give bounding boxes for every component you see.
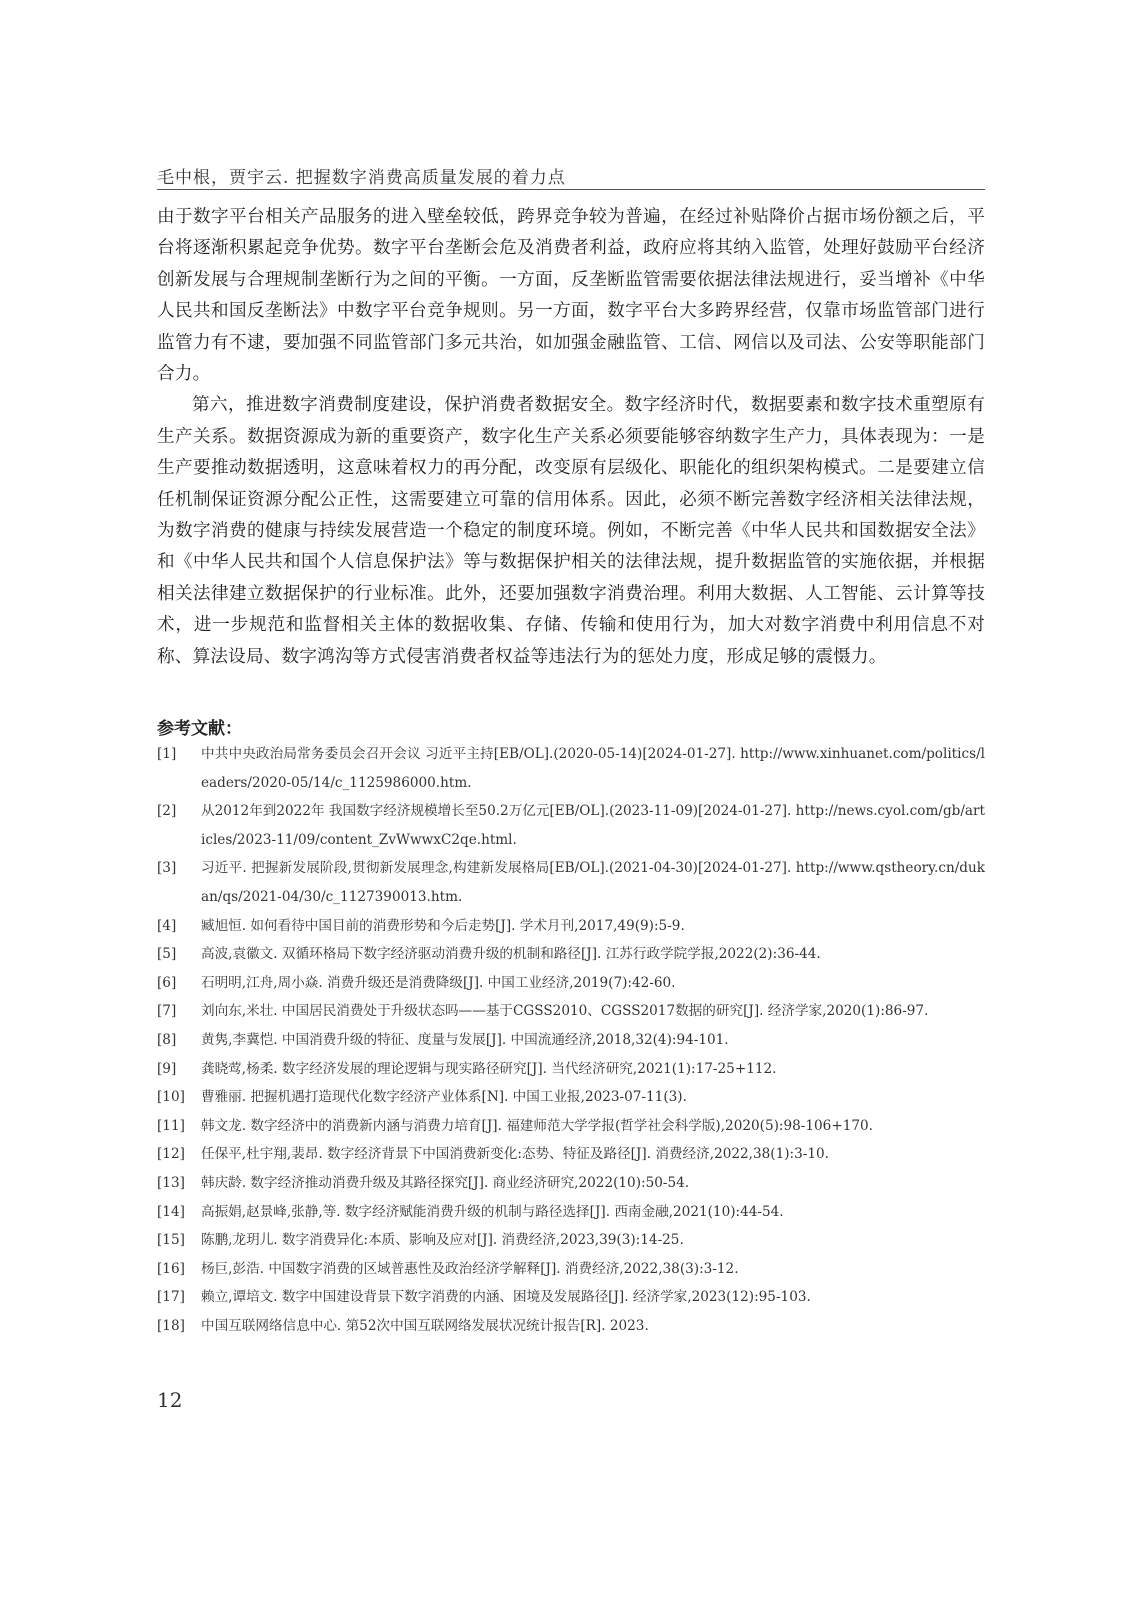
reference-item (157, 1055, 985, 1084)
reference-number: [12] (157, 1146, 185, 1163)
reference-text: 石明明,江舟,周小焱. 消费升级还是消费降级[J]. 中国工业经济,2019(7):42-60. (201, 974, 676, 991)
reference-number: [2] (157, 803, 177, 820)
reference-item (157, 1169, 985, 1198)
reference-item (157, 1112, 985, 1141)
reference-text: 任保平,杜宇翔,裴昂. 数字经济背景下中国消费新变化:态势、特征及路径[J]. 消费经济,2022,38(1):3-10. (201, 1146, 829, 1163)
reference-item (157, 1255, 985, 1284)
reference-item (157, 1140, 985, 1169)
reference-text: 高波,袁徽文. 双循环格局下数字经济驱动消费升级的机制和路径[J]. 江苏行政学院学报,2022(2):36-44. (201, 946, 821, 963)
reference-number: [10] (157, 1089, 185, 1106)
reference-item (157, 740, 985, 797)
reference-number: [1] (157, 746, 177, 762)
reference-number: [9] (157, 1060, 177, 1077)
reference-text: 陈鹏,龙玥儿. 数字消费异化:本质、影响及应对[J]. 消费经济,2023,39(3):14-25. (201, 1232, 684, 1249)
body-text (157, 202, 985, 673)
reference-number: [8] (157, 1031, 177, 1048)
reference-text: 高振娟,赵景峰,张静,等. 数字经济赋能消费升级的机制与路径选择[J]. 西南金融,2021(10):44-54. (201, 1203, 784, 1220)
reference-text: 中共中央政治局常务委员会召开会议 习近平主持[EB/OL].(2020-05-14)[2024-01-27]. http://www.xinhuanet.com/politics/leaders/2020-05/14/c_1125986000.htm. (201, 746, 985, 791)
running-head: 毛中根，贾宇云. 把握数字消费高质量发展的着力点 (157, 168, 566, 188)
reference-number: [11] (157, 1117, 185, 1134)
body-paragraph-2: 第六，推进数字消费制度建设，保护消费者数据安全。数字经济时代，数据要素和数字技术重塑原有生产关系。数据资源成为新的重要资产，数字化生产关系必须要能够容纳数字生产力，具体表现为：一是生产要推动数据透明，这意味着权力的再分配，改变原有层级化、职能化的组织架构模式。二是要建立信任机制保证资源分配公正性，这需要建立可靠的信用体系。因此，必须不断完善数字经济相关法律法规，为数字消费的健康与持续发展营造一个稳定的制度环境。例如，不断完善《中华人民共和国数据安全法》和《中华人民共和国个人信息保护法》等与数据保护相关的法律法规，提升数据监管的实施依据，并根据相关法律建立数据保护的行业标准。此外，还要加强数字消费治理。利用大数据、人工智能、云计算等技术，进一步规范和监督相关主体的数据收集、存储、传输和使用行为，加大对数字消费中利用信息不对称、算法设局、数字鸿沟等方式侵害消费者权益等违法行为的惩处力度，形成足够的震慑力。 (157, 395, 985, 667)
reference-number: [16] (157, 1260, 185, 1277)
reference-item (157, 1312, 985, 1341)
reference-item (157, 1198, 985, 1227)
reference-number: [3] (157, 860, 177, 877)
reference-text: 韩庆龄. 数字经济推动消费升级及其路径探究[J]. 商业经济研究,2022(10):50-54. (201, 1174, 690, 1191)
reference-number: [7] (157, 1003, 177, 1020)
reference-item (157, 1283, 985, 1312)
reference-number: [6] (157, 974, 177, 991)
reference-item (157, 1083, 985, 1112)
reference-text: 刘向东,米壮. 中国居民消费处于升级状态吗——基于CGSS2010、CGSS2017数据的研究[J]. 经济学家,2020(1):86-97. (201, 1003, 929, 1020)
reference-item (157, 912, 985, 941)
reference-item (157, 1226, 985, 1255)
reference-text: 从2012年到2022年 我国数字经济规模增长至50.2万亿元[EB/OL].(2023-11-09)[2024-01-27]. http://news.cyol.com/gb/articles/2023-11/09/content_ZvWwwxC2qe.html. (201, 803, 985, 848)
reference-item (157, 797, 985, 854)
reference-number: [5] (157, 946, 177, 963)
page-number: 12 (157, 1388, 183, 1412)
references-list (157, 740, 985, 1340)
reference-number: [14] (157, 1203, 185, 1220)
reference-text: 杨巨,彭浩. 中国数字消费的区域普惠性及政治经济学解释[J]. 消费经济,2022,38(3):3-12. (201, 1260, 739, 1277)
reference-text: 中国互联网络信息中心. 第52次中国互联网络发展状况统计报告[R]. 2023. (201, 1317, 649, 1334)
reference-text: 曹雅丽. 把握机遇打造现代化数字经济产业体系[N]. 中国工业报,2023-07-11(3). (201, 1089, 687, 1106)
reference-text: 赖立,谭培文. 数字中国建设背景下数字消费的内涵、困境及发展路径[J]. 经济学家,2023(12):95-103. (201, 1289, 811, 1306)
reference-number: [18] (157, 1317, 185, 1334)
reference-item (157, 1026, 985, 1055)
reference-text: 黄隽,李冀恺. 中国消费升级的特征、度量与发展[J]. 中国流通经济,2018,32(4):94-101. (201, 1031, 729, 1048)
references-heading: 参考文献： (157, 719, 242, 739)
reference-number: [4] (157, 917, 177, 934)
reference-number: [17] (157, 1289, 185, 1306)
body-paragraph-1: 由于数字平台相关产品服务的进入壁垒较低，跨界竞争较为普遍，在经过补贴降价占据市场份额之后，平台将逐渐积累起竞争优势。数字平台垄断会危及消费者利益，政府应将其纳入监管，处理好鼓励平台经济创新发展与合理规制垄断行为之间的平衡。一方面，反垄断监管需要依据法律法规进行，妥当增补《中华人民共和国反垄断法》中数字平台竞争规则。另一方面，数字平台大多跨界经营，仅靠市场监管部门进行监管力有不逮，要加强不同监管部门多元共治，如加强金融监管、工信、网信以及司法、公安等职能部门合力。 (157, 207, 985, 385)
reference-text: 龚晓莺,杨柔. 数字经济发展的理论逻辑与现实路径研究[J]. 当代经济研究,2021(1):17-25+112. (201, 1060, 777, 1077)
reference-item (157, 969, 985, 998)
reference-number: [13] (157, 1174, 185, 1191)
reference-text: 臧旭恒. 如何看待中国目前的消费形势和今后走势[J]. 学术月刊,2017,49(9):5-9. (201, 917, 685, 934)
reference-text: 韩文龙. 数字经济中的消费新内涵与消费力培育[J]. 福建师范大学学报(哲学社会科学版),2020(5):98-106+170. (201, 1117, 873, 1134)
header-rule (157, 189, 985, 190)
reference-text: 习近平. 把握新发展阶段,贯彻新发展理念,构建新发展格局[EB/OL].(2021-04-30)[2024-01-27]. http://www.qstheory.cn/dukan/qs/2021-04/30/c_1127390013.htm. (201, 860, 985, 905)
reference-item (157, 997, 985, 1026)
reference-item (157, 854, 985, 911)
reference-number: [15] (157, 1232, 185, 1249)
reference-item (157, 940, 985, 969)
